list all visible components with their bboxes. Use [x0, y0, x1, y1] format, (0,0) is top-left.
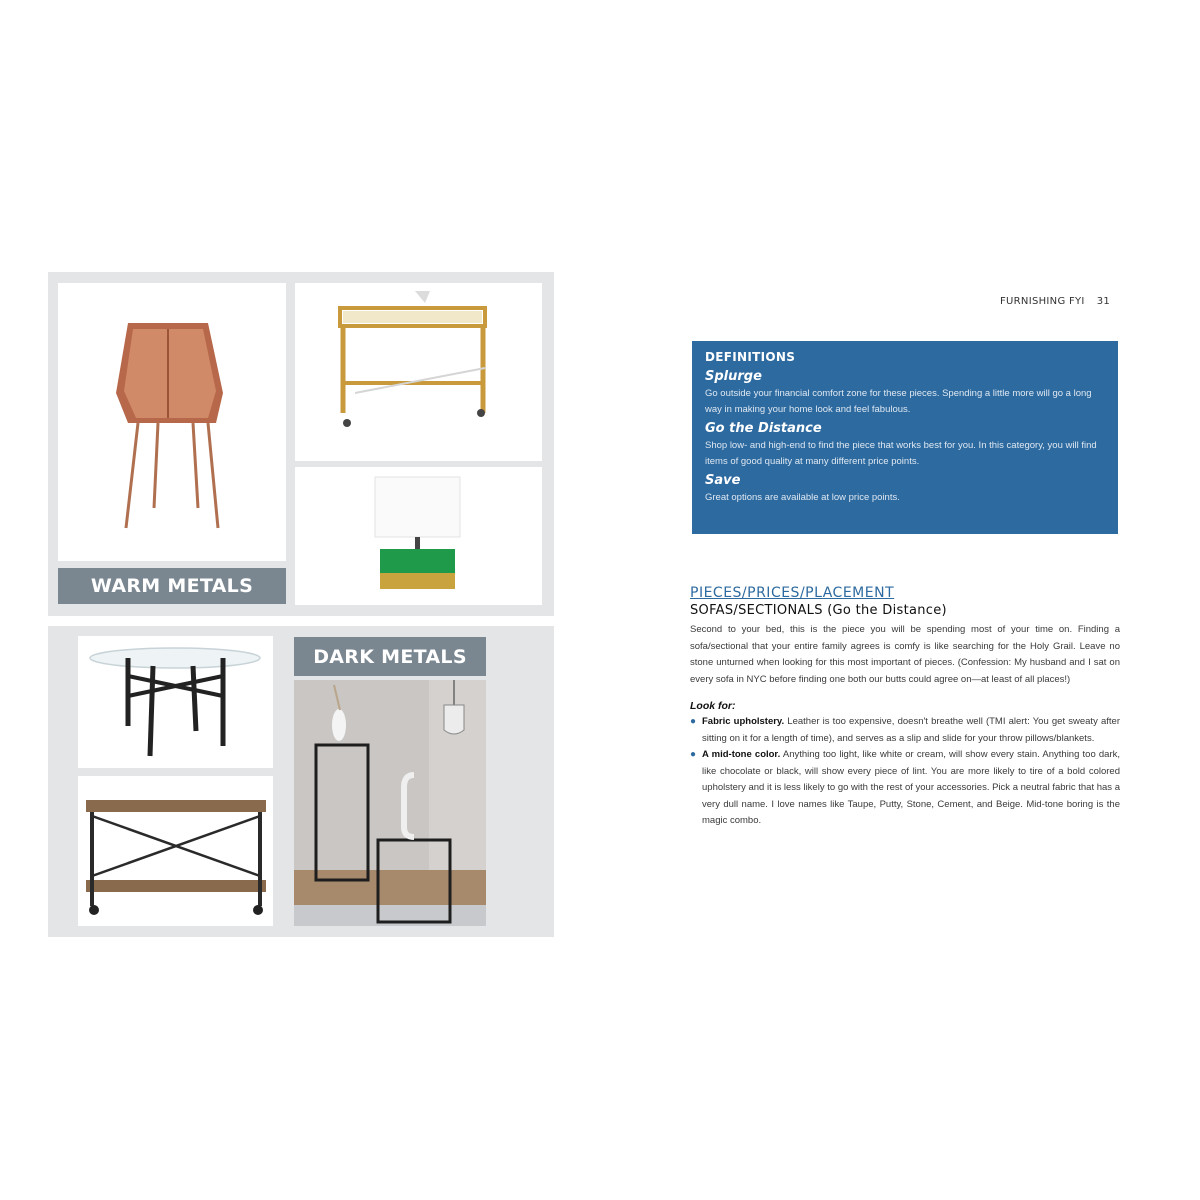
bullet-text: Anything too light, like white or cream, will show every stain. Anything too dark, like chocolate or black, will show every piece of lint. You are more likely to tire of a bold colored upholstery and it is less likely to go with the rest of your accessories. Pick a neutral fabric that has a very dull name. I love names like Taupe, Putty, Stone, Cement, and Beige. Mid-tone boring is the magic combo.: [702, 749, 1120, 826]
list-item: [690, 714, 1120, 747]
section-title: PIECES/PRICES/PLACEMENT: [690, 585, 895, 601]
definition-term: Go the Distance: [705, 421, 822, 436]
side-tables-photo: [294, 680, 486, 926]
bullet-lead: A mid-tone color.: [702, 749, 781, 760]
page-number: 31: [1096, 296, 1111, 307]
dining-table-photo: [78, 636, 273, 768]
warm-metals-label: WARM METALS: [58, 568, 286, 604]
definitions-heading: DEFINITIONS: [705, 350, 796, 364]
bullet-icon: ●: [690, 716, 697, 727]
table-lamp-photo: [295, 467, 542, 605]
bullet-lead: Fabric upholstery.: [702, 716, 785, 727]
definition-text: Great options are available at low price points.: [705, 492, 900, 503]
dark-metals-label: DARK METALS: [294, 637, 486, 676]
definitions-box: [692, 341, 1118, 534]
section-subtitle: SOFAS/SECTIONALS (Go the Distance): [690, 603, 947, 618]
running-head: [1000, 296, 1110, 307]
definition-term: Splurge: [705, 369, 762, 384]
definition-text: Shop low- and high-end to find the piece that works best for you. In this category, you will find items of good quality at many different price points.: [705, 440, 1097, 467]
look-for-list: [690, 714, 1120, 830]
bullet-text: Leather is too expensive, doesn't breathe well (TMI alert: You get sweaty after sitting on it for a length of time), and serves as a slip and slide for your throw pillows/blankets.: [702, 716, 1120, 744]
list-item: [690, 747, 1120, 830]
running-head-title: FURNISHING FYI: [1000, 296, 1085, 307]
console-cart-photo: [78, 776, 273, 926]
look-for-label: Look for:: [690, 700, 736, 712]
bullet-icon: ●: [690, 749, 697, 760]
body-section: [690, 585, 1120, 830]
intro-paragraph: Second to your bed, this is the piece you will be spending most of your time on. Finding a sofa/sectional that your entire family agrees is comfy is like searching for the Holy Grail. Leave no stone unturned when looking for this most important of pieces. (Confession: My husband and I sat on every sofa in NYC before finding one both our butts could agree on—at least of all places!): [690, 624, 1120, 685]
copper-chair-photo: [58, 283, 286, 561]
definition-term: Save: [705, 473, 741, 488]
definition-text: Go outside your financial comfort zone for these pieces. Spending a little more will go a long way in making your home look and feel fabulous.: [705, 388, 1092, 415]
bar-cart-photo: [295, 283, 542, 461]
